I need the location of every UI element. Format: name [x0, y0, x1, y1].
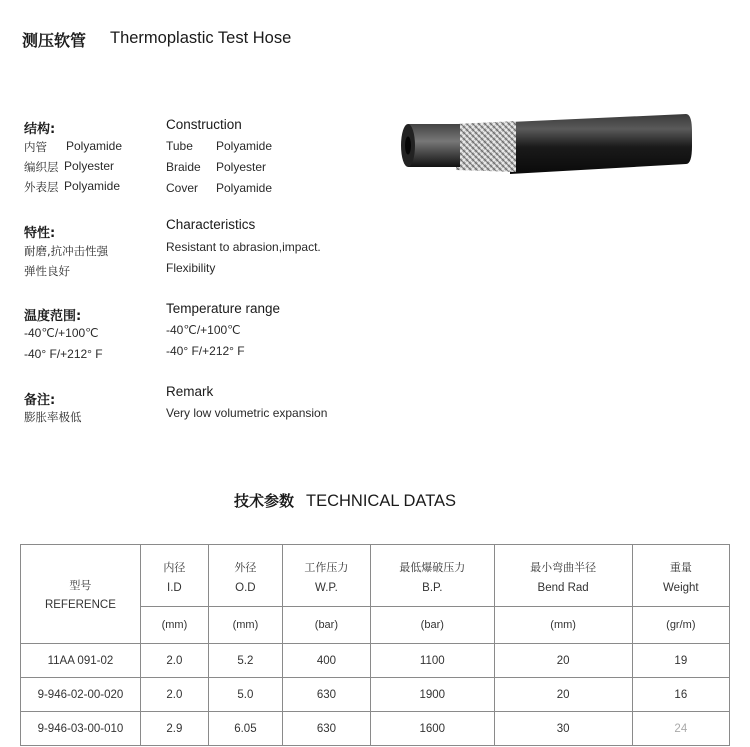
column-header-en: I.D [167, 582, 182, 594]
construction-cn-value: Polyester [64, 159, 115, 173]
remark-heading-cn: 备注: [24, 393, 56, 408]
construction-cn-value: Polyamide [64, 179, 121, 193]
table-cell: 11AA 091-02 [21, 644, 141, 678]
table-cell: 20 [494, 644, 632, 678]
column-header-en: W.P. [315, 582, 338, 594]
column-header-wp [282, 545, 370, 644]
temperature-cn-line: -40℃/+100℃ [24, 326, 99, 340]
table-cell: 30 [494, 712, 632, 746]
construction-en-label: Braide [166, 160, 201, 174]
hose-image [398, 112, 693, 178]
column-header-en: O.D [235, 582, 256, 594]
column-header-weight [632, 545, 729, 644]
construction-cn-label: 外表层 [24, 180, 59, 194]
temperature-cn-line: -40° F/+212° F [24, 347, 103, 361]
construction-en-row [166, 181, 272, 195]
table-row [21, 712, 730, 746]
table-cell: 5.2 [208, 644, 282, 678]
construction-en-row [166, 139, 272, 153]
characteristics-en-line: Flexibility [166, 261, 216, 275]
construction-en-value: Polyamide [216, 139, 273, 153]
technical-title-cn: 技术参数 [234, 492, 295, 510]
column-header-cn: 工作压力 [304, 562, 349, 574]
column-header-unit: (mm) [141, 606, 208, 643]
table-cell: 630 [282, 678, 370, 712]
table-row [21, 678, 730, 712]
column-header-en: Bend Rad [537, 582, 589, 594]
construction-en-label: Tube [166, 139, 193, 153]
column-header-unit: (mm) [209, 606, 282, 643]
table-cell: 1600 [370, 712, 494, 746]
table-cell: 5.0 [208, 678, 282, 712]
column-header-cn: 最低爆破压力 [399, 562, 466, 574]
table-cell: 20 [494, 678, 632, 712]
column-header-id [140, 545, 208, 644]
construction-en-label: Cover [166, 181, 199, 195]
construction-en-value: Polyamide [216, 181, 273, 195]
title-cn: 测压软管 [22, 31, 87, 50]
table-cell: 2.0 [140, 678, 208, 712]
table-cell: 16 [632, 678, 729, 712]
column-header-en: Weight [663, 582, 699, 594]
table-cell: 9-946-03-00-010 [21, 712, 141, 746]
column-header-bend-rad [494, 545, 632, 644]
column-header-unit: (gr/m) [633, 606, 729, 643]
construction-cn-row [24, 139, 122, 155]
characteristics-en-line: Resistant to abrasion,impact. [166, 240, 321, 254]
table-cell: 2.9 [140, 712, 208, 746]
remark-heading-en: Remark [166, 384, 214, 399]
construction-cn-label: 编织层 [24, 160, 59, 174]
column-header-reference [21, 545, 141, 644]
construction-cn-row [24, 179, 120, 195]
table-cell: 2.0 [140, 644, 208, 678]
temperature-en-line: -40℃/+100℃ [166, 323, 241, 337]
temperature-heading-en: Temperature range [166, 301, 281, 316]
column-header-od [208, 545, 282, 644]
table-cell: 24 [632, 712, 729, 746]
column-header-unit: (bar) [371, 606, 494, 643]
table-cell: 6.05 [208, 712, 282, 746]
specs-table [20, 544, 730, 746]
table-cell: 400 [282, 644, 370, 678]
remark-en-line: Very low volumetric expansion [166, 406, 328, 420]
construction-cn-row [24, 159, 114, 175]
construction-cn-value: Polyamide [66, 139, 123, 153]
remark-cn-line: 膨胀率极低 [24, 410, 82, 424]
column-header-cn: 最小弯曲半径 [530, 562, 597, 574]
temperature-heading-cn: 温度范围: [24, 309, 82, 324]
characteristics-cn-line: 耐磨,抗冲击性强 [24, 244, 109, 258]
column-header-en: REFERENCE [44, 599, 116, 611]
characteristics-cn-line: 弹性良好 [24, 264, 70, 278]
technical-title-en: TECHNICAL DATAS [306, 492, 457, 510]
column-header-unit: (mm) [495, 606, 632, 643]
temperature-en-line: -40° F/+212° F [166, 344, 245, 358]
table-row [21, 644, 730, 678]
column-header-en: B.P. [422, 582, 443, 594]
characteristics-heading-en: Characteristics [166, 217, 256, 232]
column-header-cn: 外径 [234, 562, 257, 574]
column-header-cn: 重量 [669, 562, 692, 574]
table-cell: 9-946-02-00-020 [21, 678, 141, 712]
column-header-cn: 内径 [163, 562, 186, 574]
column-header-unit: (bar) [283, 606, 370, 643]
characteristics-heading-cn: 特性: [24, 226, 56, 241]
column-header-cn: 型号 [69, 580, 92, 592]
construction-cn-label: 内管 [24, 140, 47, 154]
technical-title [234, 490, 456, 511]
table-cell: 630 [282, 712, 370, 746]
title-en: Thermoplastic Test Hose [110, 29, 292, 47]
construction-heading-en: Construction [166, 117, 242, 132]
table-cell: 1100 [370, 644, 494, 678]
column-header-bp [370, 545, 494, 644]
table-cell: 1900 [370, 678, 494, 712]
construction-heading-cn: 结构: [24, 122, 56, 137]
table-header-row [21, 545, 730, 644]
table-cell: 19 [632, 644, 729, 678]
construction-en-value: Polyester [216, 160, 267, 174]
construction-en-row [166, 160, 266, 174]
